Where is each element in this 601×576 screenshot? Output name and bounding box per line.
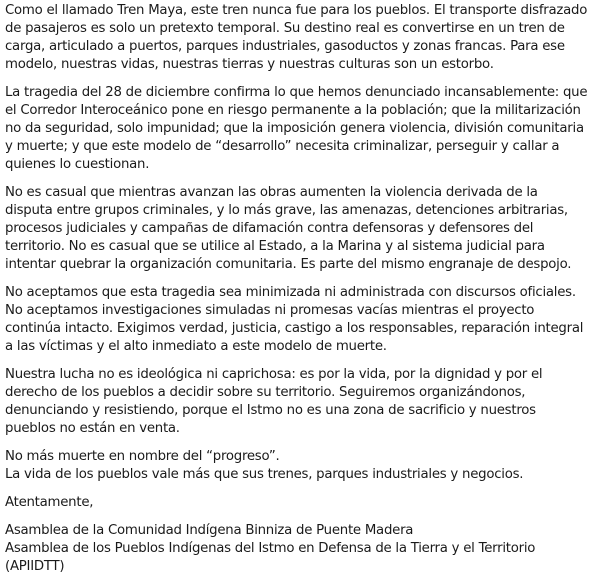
salutation: Atentamente, — [5, 495, 94, 510]
paragraph-no-aceptamos: No aceptamos que esta tragedia sea minimizada ni administrada con discursos oficiales. No aceptamos investigaciones simuladas ni promesas vacías mientras el proyecto continúa intacto. Exigimos verdad, justicia, castigo a los responsables, reparación integral a las víctimas y el alto inmediato a este modelo de muerte. — [5, 285, 584, 354]
signatory-2: Asamblea de los Pueblos Indígenas del Istmo en Defensa de la Tierra y el Territorio (APIIDTT) — [5, 541, 536, 574]
paragraph-no-es-casual: No es casual que mientras avanzan las obras aumenten la violencia derivada de la disputa entre grupos criminales, y lo más grave, las amenazas, detenciones arbitrarias, procesos judiciales y campañas de difamación contra defensoras y defensores del territorio. No es casual que se utilice al Estado, a la Marina y al sistema judicial para intentar quebrar la organización comunitaria. Es parte del mismo engranaje de despojo. — [5, 185, 572, 272]
closing-block — [5, 448, 588, 484]
closing-line-2: La vida de los pueblos vale más que sus trenes, parques industriales y negocios. — [5, 467, 524, 482]
signatory-1: Asamblea de la Comunidad Indígena Binniza de Puente Madera — [5, 523, 414, 538]
paragraph-nuestra-lucha: Nuestra lucha no es ideológica ni caprichosa: es por la vida, por la dignidad y por el derecho de los pueblos a decidir sobre su territorio. Seguiremos organizándonos, denunciando y resistiendo, porque el Istmo no es una zona de sacrificio y nuestros pueblos no están en venta. — [5, 367, 543, 436]
paragraph-tragedia: La tragedia del 28 de diciembre confirma lo que hemos denunciado incansablemente: que el Corredor Interoceánico pone en riesgo permanente a la población; que la militarización no da seguridad, solo impunidad; que la imposición genera violencia, división comunitaria y muerte; y que este modelo de “desarrollo” necesita criminalizar, perseguir y callar a quienes lo cuestionan. — [5, 85, 588, 172]
closing-line-1: No más muerte en nombre del “progreso”. — [5, 449, 280, 464]
signatories-block — [5, 522, 588, 576]
paragraph-tren-maya: Como el llamado Tren Maya, este tren nunca fue para los pueblos. El transporte disfrazado de pasajeros es solo un pretexto temporal. Su destino real es convertirse en un tren de carga, articulado a puertos, parques industriales, gasoductos y zonas francas. Para ese modelo, nuestras vidas, nuestras tierras y nuestras culturas son un estorbo. — [5, 3, 588, 72]
